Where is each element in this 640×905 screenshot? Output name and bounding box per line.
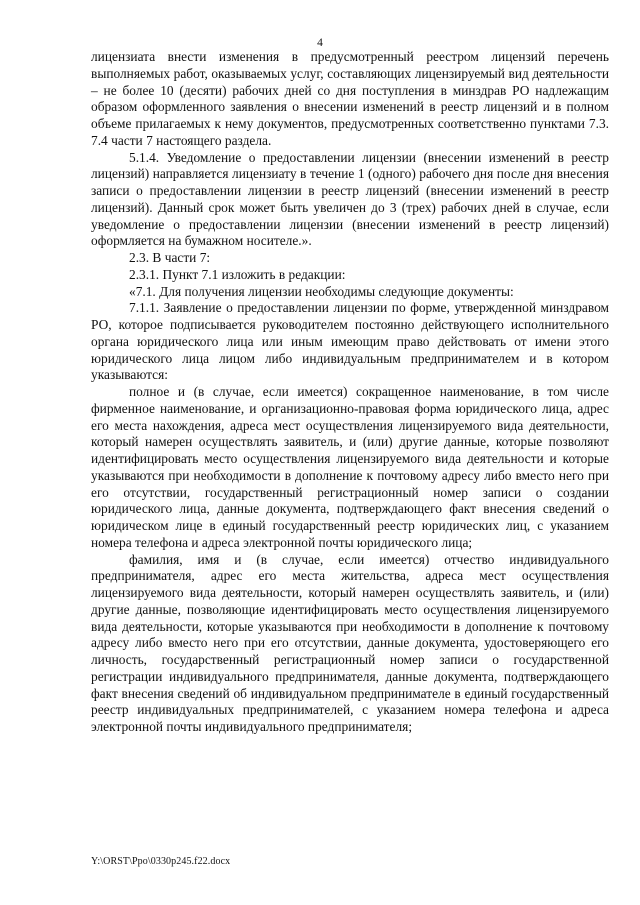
document-body [91, 49, 609, 736]
footer-file-path: Y:\ORST\Ppo\0330p245.f22.docx [91, 856, 231, 867]
paragraph-individual-entrepreneur: фамилия, имя и (в случае, если имеется) отчество индивидуального предпринимателя, адрес его места жительства, адреса мест осуществления лицензируемого вида деятельности, который намерен осуществлять заявитель, и (или) другие данные, позволяющие идентифицировать место осуществления лицензируемого вида деятельности, которые указываются при необходимости в дополнение к почтовому адресу либо вместо него при его отсутствии, данные документа, удостоверяющего его личность, государственный регистрационный номер записи о государственной регистрации индивидуального предпринимателя, данные документа, подтверждающего факт внесения сведений об индивидуальном предпринимателе в единый государственный реестр индивидуальных предпринимателей, с указанием номера телефона и адреса электронной почты индивидуального предпринимателя; [91, 551, 609, 734]
paragraph-2-3-1: 2.3.1. Пункт 7.1 изложить в редакции: [129, 266, 346, 282]
paragraph-legal-entity: полное и (в случае, если имеется) сокращенное наименование, в том числе фирменное наименование, и организационно-правовая форма юридического лица, адрес его места нахождения, адреса мест осуществления лицензируемого вида деятельности, который намерен осуществлять заявитель, и (или) другие данные, которые позволяют идентифицировать место осуществления лицензируемого вида деятельности и которые указываются при необходимости в дополнение к почтовому адресу либо вместо него при его отсутствии, государственный регистрационный номер записи о создании юридического лица, данные документа, подтверждающего факт внесения сведений о юридическом лице в единый государственный реестр юридических лиц, с указанием номера телефона и адреса электронной почты юридического лица; [91, 384, 609, 550]
paragraph-continuation: лицензиата внести изменения в предусмотренный реестром лицензий перечень выполняемых работ, оказываемых услуг, составляющих лицензируемый вид деятельности – не более 10 (десяти) рабочих дней со дня поступления в минздрав РО надлежащим образом оформленного заявления о внесении изменений в реестр лицензий и в полном объеме прилагаемых к нему документов, предусмотренных соответственно пунктами 7.3. 7.4 части 7 настоящего раздела. [91, 49, 609, 148]
paragraph-7-1: «7.1. Для получения лицензии необходимы следующие документы: [129, 283, 514, 299]
paragraph-2-3: 2.3. В части 7: [129, 250, 211, 265]
paragraph-7-1-1: 7.1.1. Заявление о предоставлении лицензии по форме, утвержденной минздравом РО, которое подписывается руководителем постоянно действующего исполнительного органа юридического лица или иным имеющим право действовать от имени этого юридического лица лицом либо индивидуальным предпринимателем и в котором указываются: [91, 300, 609, 383]
page-number: 4 [317, 37, 323, 49]
paragraph-5-1-4: 5.1.4. Уведомление о предоставлении лицензии (внесении изменений в реестр лицензий) направляется лицензиату в течение 1 (одного) рабочего дня после дня внесения записи о предоставлении лицензии в реестр лицензий (внесении изменений в реестр лицензий). Данный срок может быть увеличен до 3 (трех) рабочих дней в случае, если уведомление о предоставлении лицензии (внесении изменений в реестр лицензий) оформляется на бумажном носителе.». [91, 149, 609, 249]
